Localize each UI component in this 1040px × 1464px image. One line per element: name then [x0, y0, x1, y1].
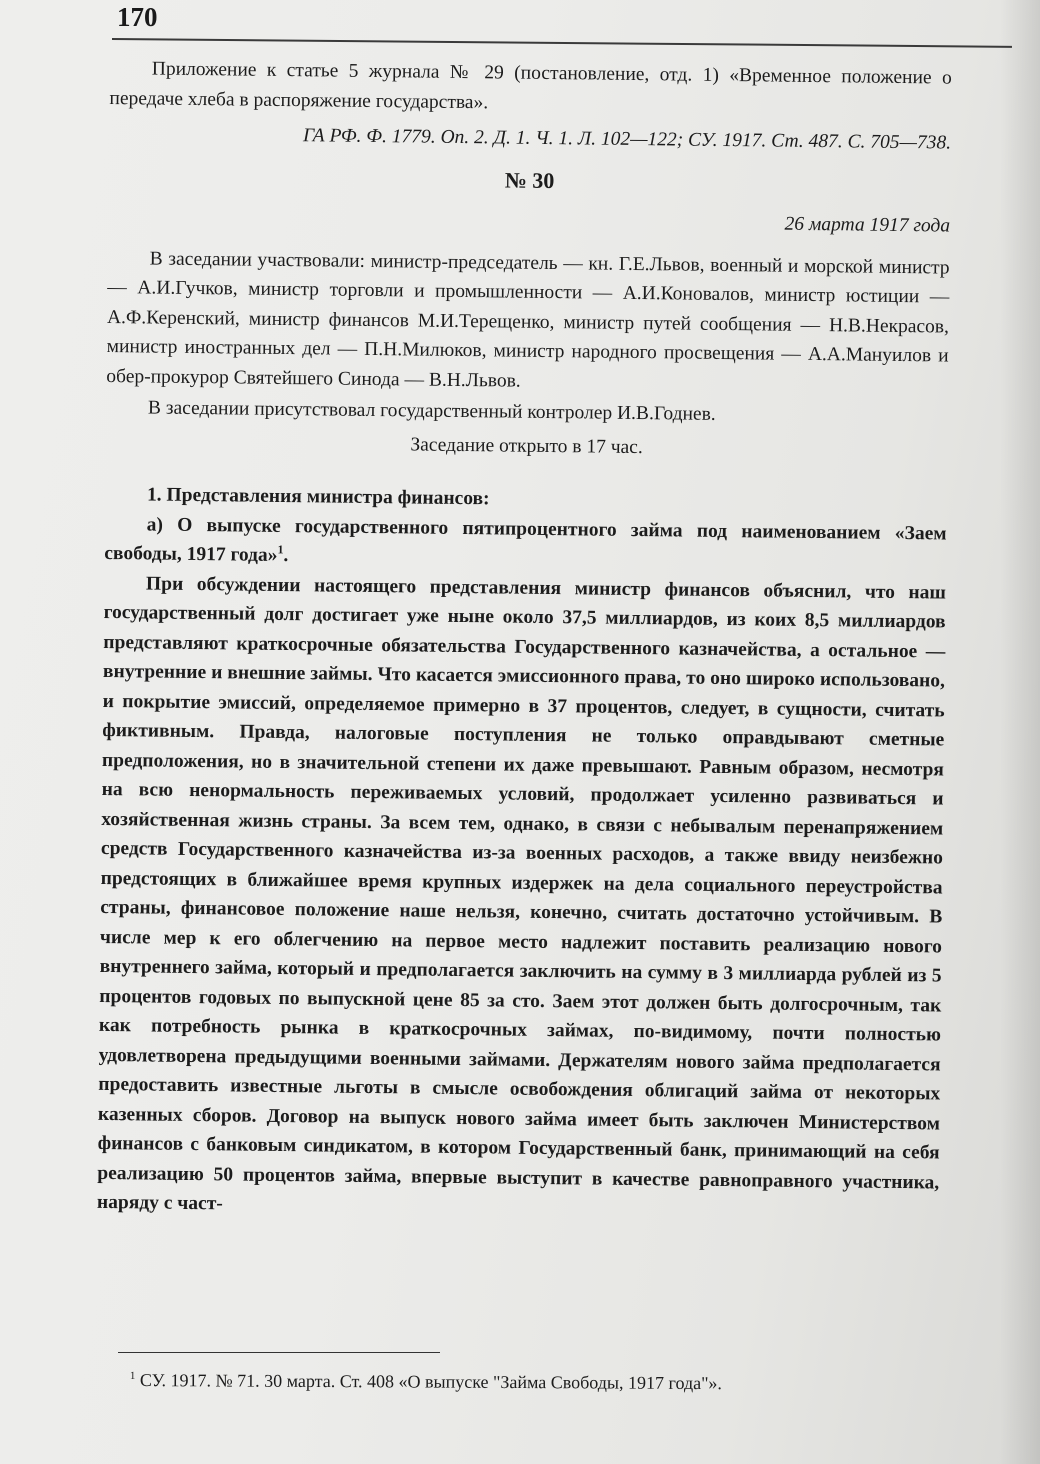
- subitem-heading: а) О выпуске государственного пятипроцентного займа под наименованием «Заем свободы, 1917 года»$^1$.: [104, 513, 947, 567]
- footnote-reference: 1: [277, 542, 284, 557]
- main-text: [97, 54, 952, 1227]
- session-opened: Заседание открыто в 17 час.: [410, 433, 643, 458]
- participants-paragraph: В заседании участвовали: министр-председатель — кн. Г.Е.Львов, военный и морской министр — А.И.Гучков, министр торговли и промышленности — А.И.Коновалов, министр юстиции — А.Ф.Керенский, министр финансов М.И.Терещенко, министр путей сообщения — Н.В.Некрасов, министр иностранных дел — П.Н.Милюков, министр народного просвещения — А.А.Мануилов и обер-прокурор Святейшего Синода — В.Н.Львов.: [106, 247, 950, 392]
- footnote: [130, 1364, 950, 1396]
- document-date: 26 марта 1917 года: [784, 213, 951, 237]
- footnote-text: СУ. 1917. № 71. 30 марта. Ст. 408 «О выпуске "Займа Свободы, 1917 года"».: [139, 1370, 723, 1394]
- item-heading: 1. Представления министра финансов:: [146, 484, 490, 510]
- present-paragraph: В заседании присутствовал государственный контролер И.В.Годнев.: [147, 397, 716, 425]
- page-number: 170: [117, 2, 158, 32]
- archive-reference: ГА РФ. Ф. 1779. Оп. 2. Д. 1. Ч. 1. Л. 102—122; СУ. 1917. Ст. 487. С. 705—738.: [302, 125, 952, 154]
- subitem-heading-text: а) О выпуске государственного пятипроцентного займа под наименованием «Заем свободы, 1917 года»: [104, 513, 947, 566]
- document-number: № 30: [504, 166, 555, 193]
- page-edge-shadow: [1000, 0, 1040, 1464]
- header-rule: [112, 38, 1012, 48]
- footnote-rule: [118, 1352, 440, 1353]
- footnote-number: 1: [129, 1369, 136, 1383]
- appendix-note: Приложение к статье 5 журнала № 29 (постановление, отд. 1) «Временное положение о передаче хлеба в распоряжение государства».: [109, 58, 952, 113]
- body-paragraph: При обсуждении настоящего представления министр финансов объяснил, что наш государственный долг достигает уже ныне около 37,5 миллиардов, из коих 8,5 миллиардов представляют краткосрочные обязательства Государственного казначейства, а остальное — внутренние и внешние займы. Что касается эмиссионного права, то оно широко использовано, и покрытие эмиссий, определяемое примерно в 37 процентов, следует, в сущности, считать фиктивным. Правда, налоговые поступления не только оправдывают сметные предположения, но в значительной степени их даже превышают. Равным образом, несмотря на всю ненормальность переживаемых условий, продолжает усиленно развиваться и хозяйственная жизнь страны. За всем тем, однако, в связи с небывалым перенапряжением средств Государственного казначейства из-за военных расходов, а также ввиду неизбежно предстоящих в ближайшее время крупных издержек на дела социального переустройства страны, финансовое положение наше нельзя, конечно, считать достаточно устойчивым. В числе мер к его облегчению на первое место надлежит поставить реализацию нового внутреннего займа, который и предполагается заключить на сумму в 3 миллиарда рублей из 5 процентов годовых по выпускной цене 85 за сто. Заем этот должен быть долгосрочным, так как потребность рынка в краткосрочных займах, по-видимому, почти полностью удовлетворена предыдущими военными займами. Держателям нового займа предполагается предоставить известные льготы в смысле освобождения облигаций займа от некоторых казенных сборов. Договор на выпуск нового займа имеет быть заключен Министерством финансов с банковым синдикатом, в котором Государственный банк, принимающий на себя реализацию 50 процентов займа, впервые выступит в качестве равноправного участника, наряду с част-: [96, 572, 947, 1215]
